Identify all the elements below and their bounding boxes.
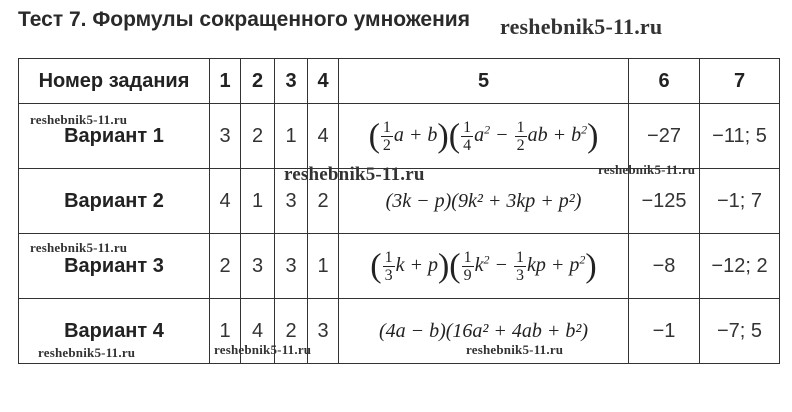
answer-cell: −12; 2	[700, 234, 780, 299]
answer-cell: 3	[275, 234, 308, 299]
watermark: reshebnik5-11.ru	[38, 345, 136, 360]
formula-cell	[339, 104, 629, 169]
answer-cell: 2	[241, 104, 275, 169]
answers-table	[18, 58, 780, 364]
formula-row-3: ( $\frac{1}{3}$ k + p)( $\frac{1}{9}$ $k^2$ − $\frac{1}{3}$ kp + $p^2$)	[370, 247, 597, 284]
header-col-5: 5	[339, 59, 629, 104]
formula-cell	[339, 234, 629, 299]
watermark: reshebnik5-11.ru	[500, 14, 663, 39]
header-col-1: 1	[210, 59, 241, 104]
watermark: reshebnik5-11.ru	[284, 164, 425, 185]
answer-cell: 3	[275, 169, 308, 234]
formula-row-1: ( $\frac{1}{2}$ a + b)( $\frac{1}{4}$ $a^2$ − $\frac{1}{2}$ ab + $b^2$)	[368, 117, 599, 154]
variant-label: Вариант 4	[19, 299, 210, 364]
header-col-7: 7	[700, 59, 780, 104]
answer-cell: 1	[275, 104, 308, 169]
answer-cell: −125	[629, 169, 700, 234]
answer-cell: 4	[241, 299, 275, 364]
table-row	[19, 234, 780, 299]
answer-cell: −8	[629, 234, 700, 299]
page-title: Тест 7. Формулы сокращенного умножения	[18, 8, 470, 31]
header-task-number: Номер задания	[19, 59, 210, 104]
formula-row-4: (4a − b)(16a² + 4ab + b²)	[378, 319, 589, 342]
answer-cell: 3	[210, 104, 241, 169]
variant-label: Вариант 1	[19, 104, 210, 169]
header-col-6: 6	[629, 59, 700, 104]
answer-cell: −27	[629, 104, 700, 169]
watermark: reshebnik5-11.ru	[30, 112, 128, 127]
answer-cell: 1	[308, 234, 339, 299]
header-col-3: 3	[275, 59, 308, 104]
answer-cell: −7; 5	[700, 299, 780, 364]
answer-cell: 4	[210, 169, 241, 234]
answer-cell: 2	[308, 169, 339, 234]
answer-cell: 3	[308, 299, 339, 364]
formula-row-2: (3k − p)(9k² + 3kp + p²)	[385, 189, 582, 212]
watermark: reshebnik5-11.ru	[30, 240, 128, 255]
answer-cell: 2	[210, 234, 241, 299]
header-col-4: 4	[308, 59, 339, 104]
answer-cell: 4	[308, 104, 339, 169]
table-header-row	[19, 59, 780, 104]
variant-label: Вариант 3	[19, 234, 210, 299]
answer-cell: −1	[629, 299, 700, 364]
header-col-2: 2	[241, 59, 275, 104]
watermark: reshebnik5-11.ru	[466, 342, 564, 357]
watermark: reshebnik5-11.ru	[598, 162, 696, 177]
table-row	[19, 104, 780, 169]
answer-cell: −11; 5	[700, 104, 780, 169]
answer-cell: −1; 7	[700, 169, 780, 234]
answer-cell: 2	[275, 299, 308, 364]
watermark: reshebnik5-11.ru	[214, 342, 312, 357]
variant-label: Вариант 2	[19, 169, 210, 234]
answer-cell: 1	[210, 299, 241, 364]
answer-cell: 3	[241, 234, 275, 299]
answer-cell: 1	[241, 169, 275, 234]
